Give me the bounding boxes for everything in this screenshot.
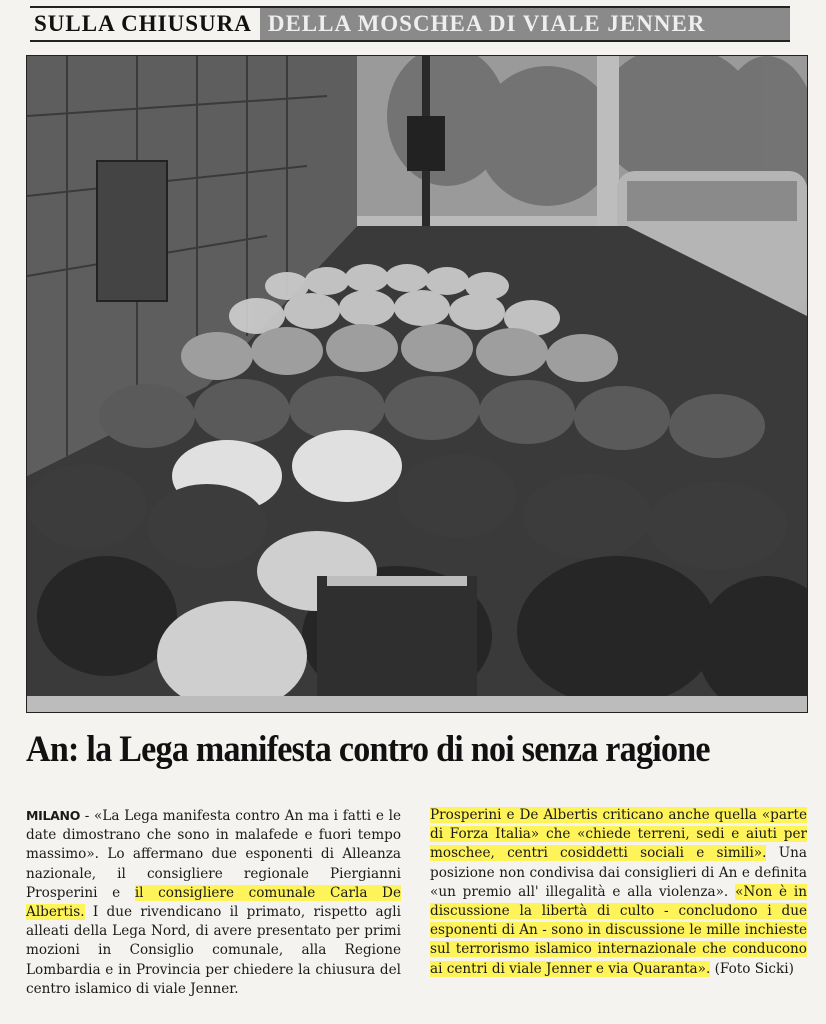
highlighted-text: il consigliere comunale Carla De Albertis. bbox=[26, 884, 401, 921]
kicker-part1: SULLA CHIUSURA bbox=[34, 11, 252, 36]
wall-box bbox=[97, 161, 167, 301]
article-text: Una posizione non condivisa dai consiglieri di An e definita «un premio all' illegalità e alla violenza». bbox=[430, 845, 808, 900]
photo-credit: (Foto Sicki) bbox=[710, 960, 794, 977]
headline: An: la Lega manifesta contro di noi senza ragione bbox=[26, 729, 710, 770]
highlighted-text: Prosperini e De Albertis criticano anche quella «parte di Forza Italia» che «chiede terreni, sedi e aiuti per moschee, centri cosiddetti sociali e simili». bbox=[430, 807, 807, 862]
dateline: MILANO bbox=[26, 808, 81, 823]
article-column-left bbox=[26, 806, 401, 999]
highlighted-text: «Non è in discussione la libertà di culto - concludono i due esponenti di An - sono in discussione le mille inchieste sul terrorismo islamico internazionale che conducono ai centri di viale Jenner e via Quaranta». bbox=[430, 883, 807, 977]
article-text: - «La Lega manifesta contro An ma i fatti e le date dimostrano che sono in malafede e fuori tempo massimo». Lo affermano due esponenti di Alleanza nazionale, il consigliere regionale Piergianni Prosperini e bbox=[26, 808, 401, 901]
article-column-right bbox=[430, 806, 807, 979]
street-sign bbox=[407, 116, 445, 171]
news-photo bbox=[26, 55, 808, 713]
kicker-bar bbox=[30, 6, 790, 42]
article-text: I due rivendicano il primato, rispetto agli alleati della Lega Nord, di avere presentato per primi mozioni in Consiglio comunale, alla Regione Lombardia e in Provincia per chiedere la chiusura del centro islamico di viale Jenner. bbox=[26, 904, 401, 997]
photo-illustration bbox=[27, 56, 807, 712]
kicker-part2: DELLA MOSCHEA DI VIALE JENNER bbox=[260, 8, 790, 40]
